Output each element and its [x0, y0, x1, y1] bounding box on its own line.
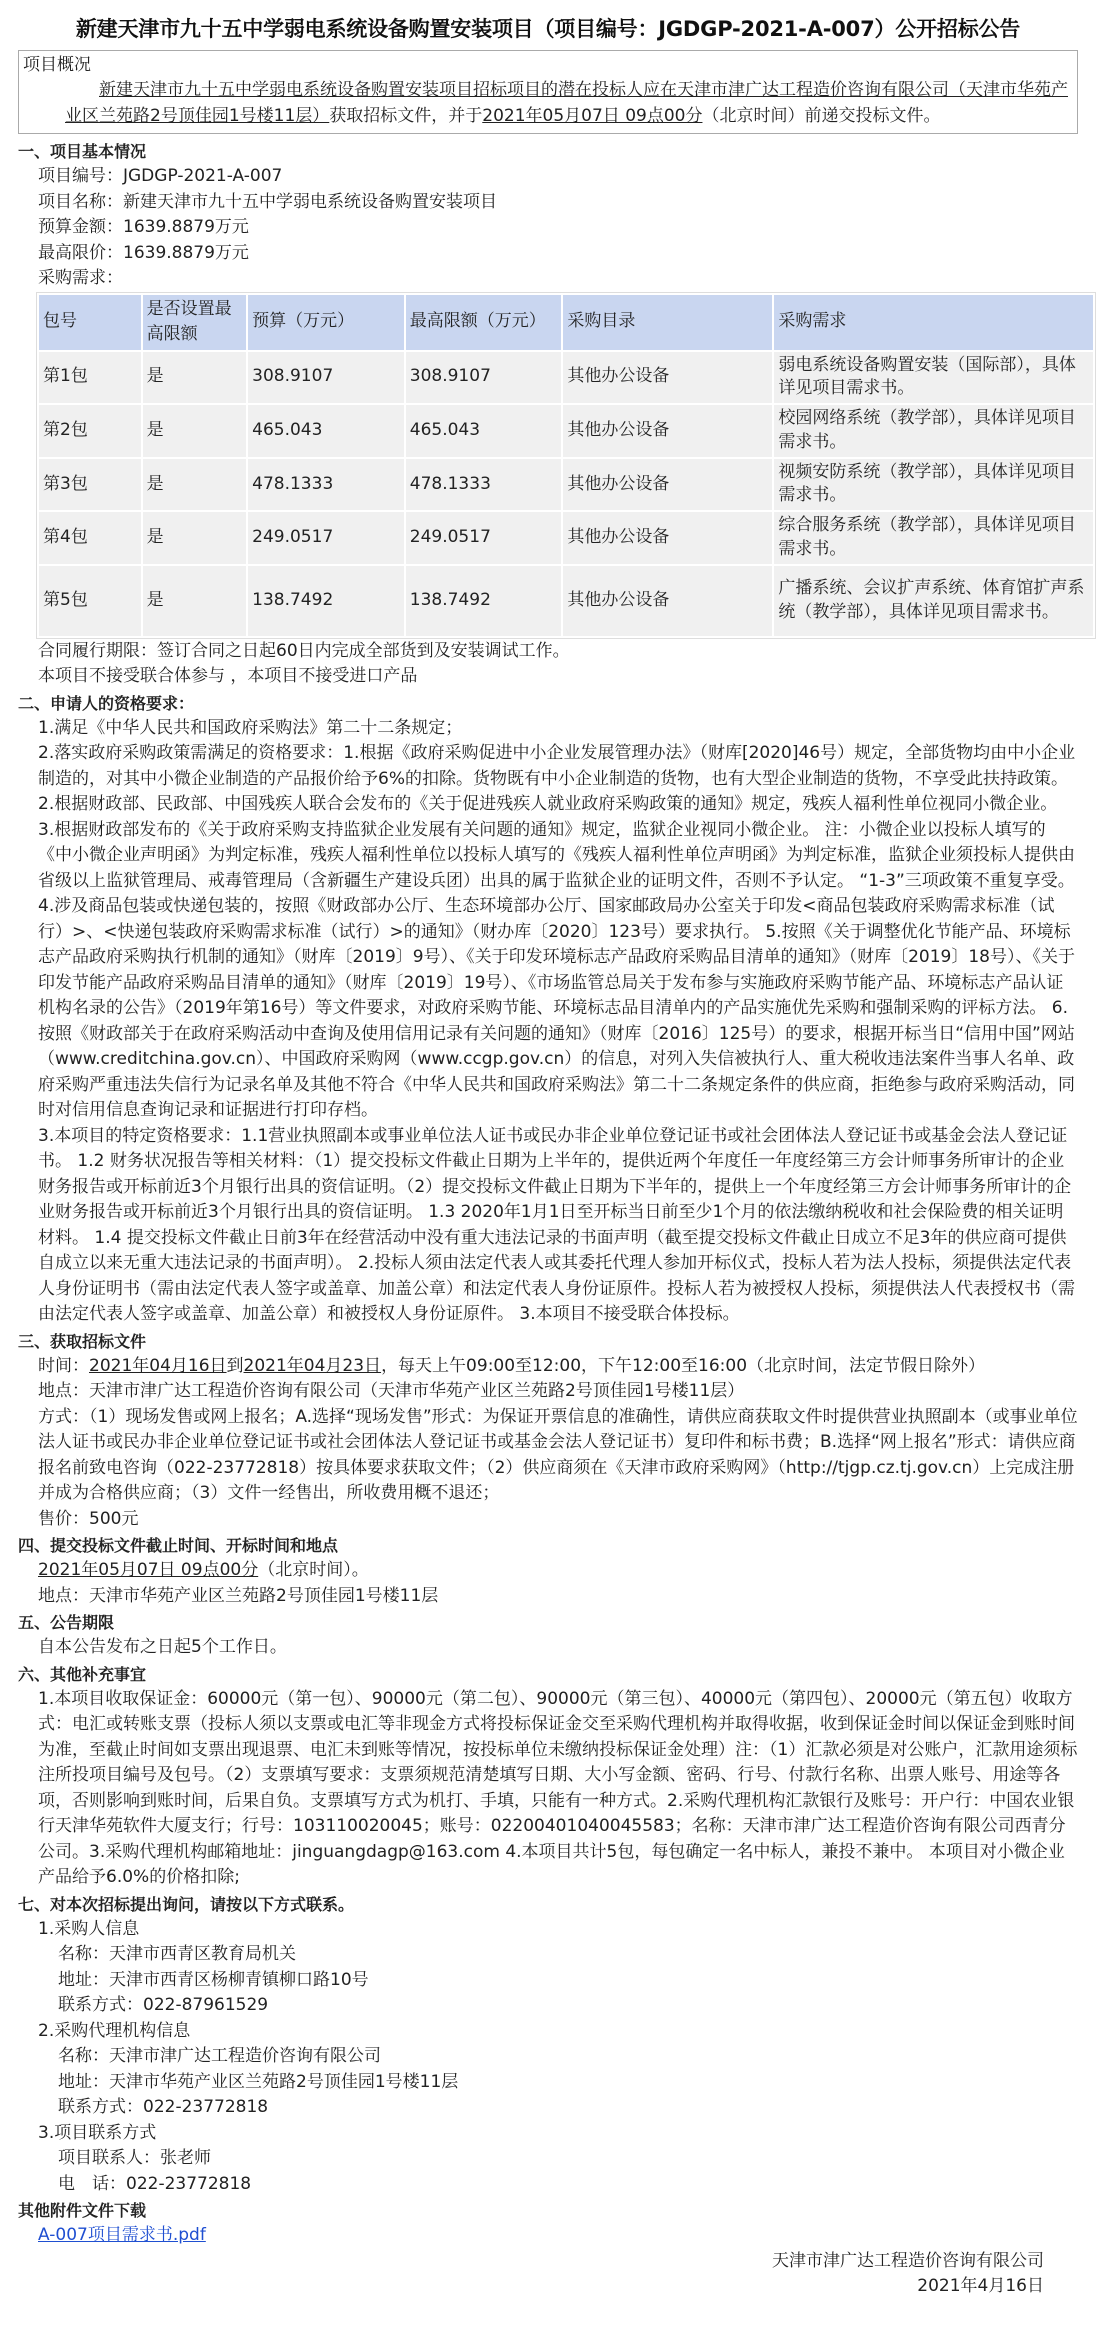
- table-row: [39, 405, 1093, 457]
- table-cell: 其他办公设备: [563, 352, 772, 404]
- table-cell: 其他办公设备: [563, 405, 772, 457]
- table-row: [39, 566, 1093, 636]
- table-cell: 其他办公设备: [563, 459, 772, 511]
- doc-acquisition-place: 地点：天津市津广达工程造价咨询有限公司（天津市华苑产业区兰苑路2号顶佳园1号楼11层）: [38, 1381, 745, 1402]
- doc-acquisition-time: [18, 1354, 1078, 1380]
- time-start: 2021年04月16日: [89, 1355, 227, 1376]
- table-row: [39, 459, 1093, 511]
- table-cell: 308.9107: [248, 352, 404, 404]
- table-cell: 第3包: [39, 459, 141, 511]
- table-header: 是否设置最高限额: [143, 295, 247, 350]
- overview-text-place: 天津市津广达工程造价咨询有限公司（天津市华苑产业区兰苑路2号顶佳园1号楼11层）: [65, 80, 1068, 126]
- table-header: 采购目录: [563, 295, 772, 350]
- bid-deadline-time: 2021年05月07日 09点00分: [38, 1560, 259, 1581]
- purchaser-address: 地址：天津市西青区杨柳青镇柳口路10号: [58, 1969, 369, 1990]
- time-end: 2021年04月23日: [243, 1355, 382, 1376]
- max-price: 最高限价：1639.8879万元: [38, 242, 249, 263]
- table-cell: 第5包: [39, 566, 141, 636]
- table-row: [39, 512, 1093, 564]
- section1-heading: 一、项目基本情况: [18, 142, 147, 161]
- purchaser-info-title: 1.采购人信息: [38, 1918, 140, 1939]
- table-cell: 视频安防系统（教学部），具体详见项目需求书。: [774, 459, 1093, 511]
- purchaser-contact: 联系方式：022-87961529: [58, 1995, 269, 2016]
- table-cell: 弱电系统设备购置安装（国际部），具体详见项目需求书。: [774, 352, 1093, 404]
- table-cell: 465.043: [406, 405, 562, 457]
- table-header: 预算（万元）: [248, 295, 404, 350]
- table-cell: 是: [143, 566, 247, 636]
- table-row: [39, 352, 1093, 404]
- section3-heading: 三、获取招标文件: [18, 1331, 147, 1351]
- table-cell: 是: [143, 512, 247, 564]
- package-table: [36, 292, 1096, 639]
- overview-text-mid: 获取招标文件，并于: [329, 105, 483, 126]
- announcement-period: 自本公告发布之日起5个工作日。: [38, 1637, 287, 1658]
- agency-name: 名称：天津市津广达工程造价咨询有限公司: [58, 2046, 381, 2067]
- contract-period: 合同履行期限：签订合同之日起60日内完成全部货到及安装调试工作。: [38, 640, 570, 661]
- bid-opening-place: 地点：天津市华苑产业区兰苑路2号顶佳园1号楼11层: [38, 1585, 439, 1606]
- attachment-link[interactable]: A-007项目需求书.pdf: [38, 2225, 206, 2246]
- purchaser-name: 名称：天津市西青区教育局机关: [58, 1944, 296, 1965]
- page-title: 新建天津市九十五中学弱电系统设备购置安装项目（项目编号：JGDGP-2021-A-007）公开招标公告: [75, 17, 1021, 41]
- table-cell: 249.0517: [406, 512, 562, 564]
- table-cell: 478.1333: [406, 459, 562, 511]
- table-cell: 广播系统、会议扩声系统、体育馆扩声系统（教学部），具体详见项目需求书。: [774, 566, 1093, 636]
- table-cell: 是: [143, 352, 247, 404]
- doc-acquisition-method: 方式：（1）现场发售或网上报名；A.选择“现场发售”形式：为保证开票信息的准确性，请供应商获取文件时提供营业执照副本（或事业单位法人证书或民办非企业单位登记证书或社会团体法人登记证书或基金会法人登记证书）复印件和标书费；B.选择“网上报名”形式：请供应商报名前致电咨询（022-23772818）按具体要求获取文件；（2）供应商须在《天津市政府采购网》（http://tjgp.cz.tj.gov.cn）上完成注册并成为合格供应商；（3）文件一经售出，所收费用概不退还；: [38, 1406, 1078, 1504]
- overview-text: [23, 78, 1073, 129]
- section2-heading: 二、申请人的资格要求：: [18, 693, 195, 713]
- section6-heading: 六、其他补充事宜: [18, 1664, 147, 1684]
- qualification-paragraph-1: 1.满足《中华人民共和国政府采购法》第二十二条规定；: [38, 717, 463, 738]
- table-cell: 校园网络系统（教学部），具体详见项目需求书。: [774, 405, 1093, 457]
- table-cell: 其他办公设备: [563, 512, 772, 564]
- project-contact-person: 项目联系人：张老师: [58, 2148, 211, 2169]
- overview-text-suffix: （北京时间）前递交投标文件。: [702, 105, 941, 126]
- table-cell: 308.9107: [406, 352, 562, 404]
- project-number: 项目编号：JGDGP-2021-A-007: [38, 166, 283, 186]
- budget-amount: 预算金额：1639.8879万元: [38, 217, 249, 237]
- table-cell: 是: [143, 405, 247, 457]
- table-cell: 第1包: [39, 352, 141, 404]
- agency-info-title: 2.采购代理机构信息: [38, 2020, 191, 2041]
- project-overview-box: [18, 50, 1078, 135]
- table-cell: 其他办公设备: [563, 566, 772, 636]
- table-header-row: [39, 295, 1093, 350]
- table-cell: 138.7492: [406, 566, 562, 636]
- table-cell: 465.043: [248, 405, 404, 457]
- table-header: 采购需求: [774, 295, 1093, 350]
- table-header: 最高限额（万元）: [406, 295, 562, 350]
- supplementary-info: 1.本项目收取保证金：60000元（第一包）、90000元（第二包）、90000元（第三包）、40000元（第四包）、20000元（第五包）收取方式：电汇或转账支票（投标人须以支票或电汇等非现金方式将投标保证金交至采购代理机构并取得收据，收到保证金时间以保证金到账时间为准，至截止时间如支票出现退票、电汇未到账等情况，按投标单位未缴纳投标保证金处理）注：（1）汇款必须是对公账户，汇款用途须标注所投项目编号及包号。（2）支票填写要求：支票须规范清楚填写日期、大小写金额、密码、行号、付款行名称、出票人账号、用途等各项，否则影响到账时间，后果自负。支票填写方式为机打、手填，只能有一种方式。2.采购代理机构汇款银行及账号：开户行：中国农业银行天津华苑软件大厦支行；行号：103110020045；账号：02200401040045583；名称：天津市津广达工程造价咨询有限公司西青分公司。3.采购代理机构邮箱地址：jinguangdagp@163.com 4.本项目共计5包，每包确定一名中标人，兼投不兼中。 本项目对小微企业产品给予6.0%的价格扣除;: [38, 1688, 1078, 1888]
- section7-heading: 七、对本次招标提出询问，请按以下方式联系。: [18, 1894, 355, 1914]
- agency-contact: 联系方式：022-23772818: [58, 2097, 269, 2118]
- attachments-heading: 其他附件文件下载: [18, 2201, 147, 2221]
- project-name: 项目名称：新建天津市九十五中学弱电系统设备购置安装项目: [38, 191, 497, 212]
- table-cell: 综合服务系统（教学部），具体详见项目需求书。: [774, 512, 1093, 564]
- time-rest: ，每天上午09:00至12:00，下午12:00至16:00（北京时间，法定节假日除外）: [381, 1355, 986, 1376]
- signature-org: 天津市津广达工程造价咨询有限公司: [772, 2250, 1044, 2271]
- overview-text-time: 2021年05月07日 09点00分: [482, 105, 703, 126]
- bid-deadline-suffix: （北京时间）。: [258, 1560, 369, 1581]
- table-cell: 第2包: [39, 405, 141, 457]
- qualification-paragraph-3: 3.本项目的特定资格要求：1.1营业执照副本或事业单位法人证书或民办非企业单位登记证书或社会团体法人登记证书或基金会法人登记证书。 1.2 财务状况报告等相关材料：（1）提交投标文件截止日期为上半年的，提供近两个年度任一年度经第三方会计师事务所审计的企业财务报告或开标前近3个月银行出具的资信证明。（2）提交投标文件截止日期为下半年的，提供上一个年度经第三方会计师事务所审计的企业财务报告或开标前近3个月银行出具的资信证明。 1.3 2020年1月1日至开标当日前至少1个月的依法缴纳税收和社会保险费的相关证明材料。 1.4 提交投标文件截止日前3年在经营活动中没有重大违法记录的书面声明（截至提交投标文件截止日成立不足3年的供应商可提供自成立以来无重大违法记录的书面声明）。 2.投标人须由法定代表人或其委托代理人参加开标仪式，投标人若为法人投标，须提供法定代表人身份证明书（需由法定代表人签字或盖章、加盖公章）和法定代表人身份证原件。投标人若为被授权人投标，须提供法人代表授权书（需由法定代表人签字或盖章、加盖公章）和被授权人身份证原件。 3.本项目不接受联合体投标。: [38, 1125, 1075, 1325]
- agency-address: 地址：天津市华苑产业区兰苑路2号顶佳园1号楼11层: [58, 2071, 459, 2092]
- consortium-note: 本项目不接受联合体参与 ，本项目不接受进口产品: [38, 666, 418, 687]
- table-cell: 249.0517: [248, 512, 404, 564]
- doc-price: 售价：500元: [38, 1508, 139, 1529]
- time-to: 到: [226, 1355, 244, 1376]
- project-contact-phone: 电 话：022-23772818: [58, 2173, 252, 2194]
- section4-heading: 四、提交投标文件截止时间、开标时间和地点: [18, 1536, 339, 1556]
- qualification-paragraph-2: 2.落实政府采购政策需满足的资格要求：1.根据《政府采购促进中小企业发展管理办法》（财库[2020]46号）规定，全部货物均由中小企业制造的，对其中小微企业制造的产品报价给予6%的扣除。货物既有中小企业制造的货物，也有大型企业制造的货物，不享受此扶持政策。 2.根据财政部、民政部、中国残疾人联合会发布的《关于促进残疾人就业政府采购政策的通知》规定，残疾人福利性单位视同小微企业。 3.根据财政部发布的《关于政府采购支持监狱企业发展有关问题的通知》规定，监狱企业视同小微企业。 注：小微企业以投标人填写的《中小微企业声明函》为判定标准，残疾人福利性单位以投标人填写的《残疾人福利性单位声明函》为判定标准，监狱企业须投标人提供由省级以上监狱管理局、戒毒管理局（含新疆生产建设兵团）出具的属于监狱企业的证明文件，否则不予认定。 “1-3”三项政策不重复享受。 4.涉及商品包装或快递包装的，按照《财政部办公厅、生态环境部办公厅、国家邮政局办公室关于印发<商品包装政府采购需求标准（试行）>、<快递包装政府采购需求标准（试行）>的通知》（财办库〔2020〕123号）要求执行。 5.按照《关于调整优化节能产品、环境标志产品政府采购执行机制的通知》（财库〔2019〕9号）、《关于印发环境标志产品政府采购品目清单的通知》（财库〔2019〕18号）、《关于印发节能产品政府采购品目清单的通知》（财库〔2019〕19号）、《市场监管总局关于发布参与实施政府采购节能产品、环境标志产品认证机构名录的公告》（2019年第16号）等文件要求，对政府采购节能、环境标志品目清单内的产品实施优先采购和强制采购的评标方法。 6.按照《财政部关于在政府采购活动中查询及使用信用记录有关问题的通知》（财库〔2016〕125号）的要求，根据开标当日“信用中国”网站（www.creditchina.gov.cn）、中国政府采购网（www.ccgp.gov.cn）的信息，对列入失信被执行人、重大税收违法案件当事人名单、政府采购严重违法失信行为记录名单及其他不符合《中华人民共和国政府采购法》第二十二条规定条件的供应商，拒绝参与政府采购活动，同时对信用信息查询记录和证据进行打印存档。: [38, 743, 1076, 1121]
- table-cell: 138.7492: [248, 566, 404, 636]
- overview-text-prefix: 新建天津市九十五中学弱电系统设备购置安装项目招标项目的潜在投标人应在: [99, 80, 677, 100]
- table-cell: 是: [143, 459, 247, 511]
- table-cell: 第4包: [39, 512, 141, 564]
- time-label: 时间：: [38, 1355, 89, 1376]
- table-cell: 478.1333: [248, 459, 404, 511]
- bid-deadline: [18, 1558, 1078, 1584]
- project-contact-title: 3.项目联系方式: [38, 2122, 157, 2143]
- signature-date: 2021年4月16日: [917, 2276, 1044, 2297]
- table-header: 包号: [39, 295, 141, 350]
- overview-label: 项目概况: [23, 54, 91, 75]
- procurement-needs-label: 采购需求：: [38, 268, 123, 288]
- section5-heading: 五、公告期限: [18, 1613, 115, 1633]
